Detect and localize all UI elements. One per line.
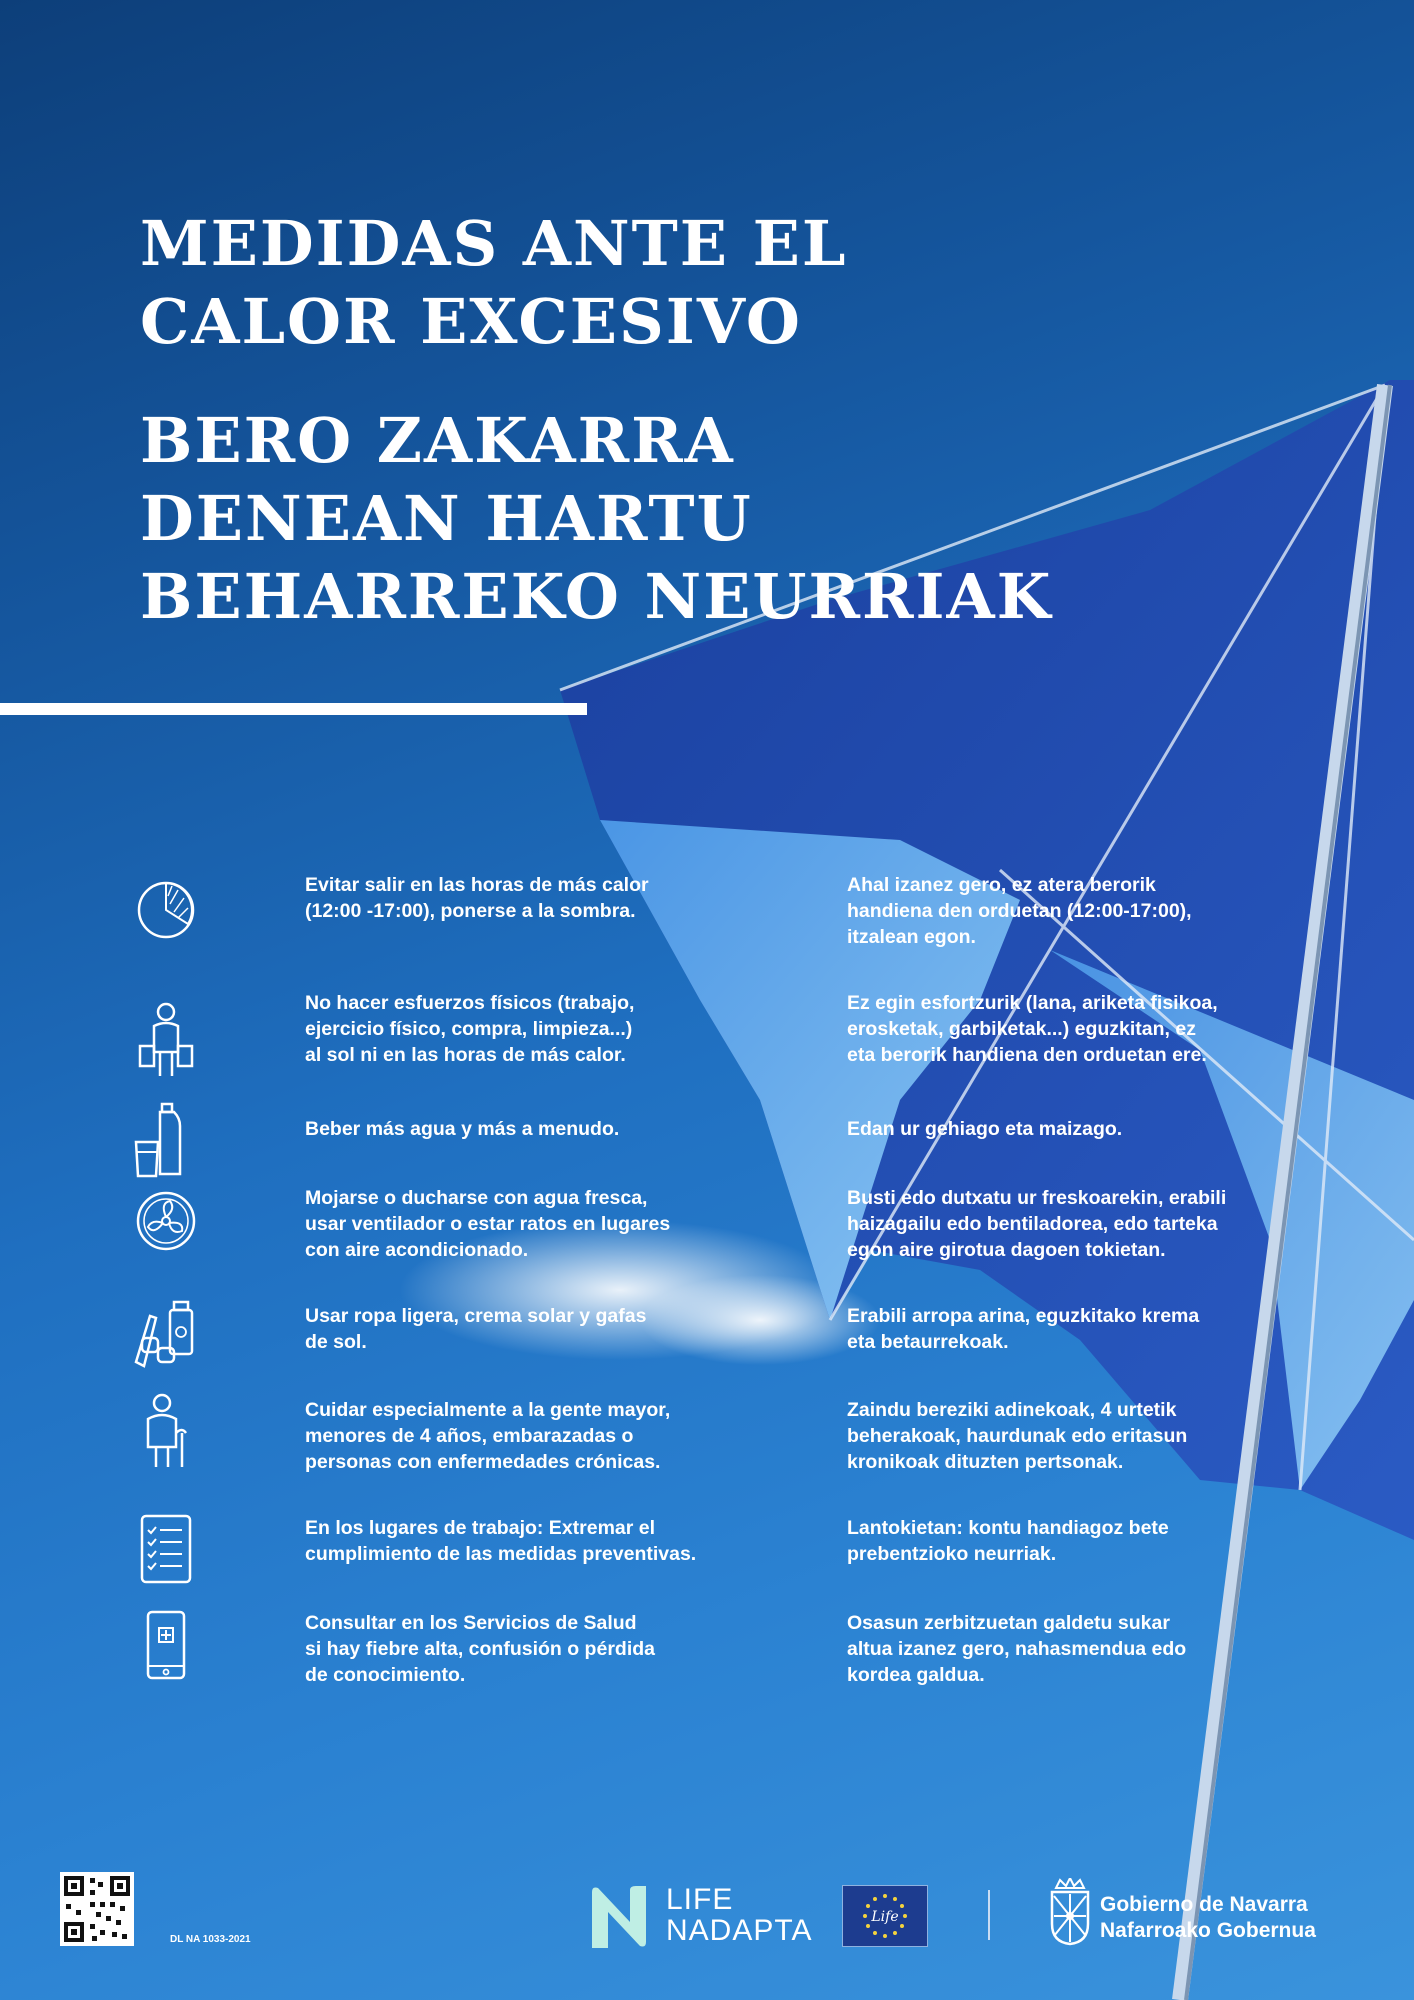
measure-text-eu: Zaindu bereziki adinekoak, 4 urtetik beherakoak, haurdunak edo eritasun kronikoak dituzten pertsonak. [847,1399,1188,1473]
measure-text-es: Cuidar especialmente a la gente mayor, menores de 4 años, embarazadas o personas con enfermedades crónicas. [305,1399,671,1473]
government-name: Gobierno de Navarra Nafarroako Gobernua [1100,1893,1316,1942]
eu-flag-text: Life [871,1909,899,1925]
footer [0,1860,1414,2000]
measure-text-eu: Busti edo dutxatu ur freskoarekin, erabili haizagailu edo bentiladorea, edo tarteka egon aire girotua dagoen tokietan. [847,1187,1227,1261]
water-bottle-glass-icon [130,1102,202,1178]
measure-text-es: Beber más agua y más a menudo. [305,1118,620,1140]
person-carrying-bags-icon [130,1002,202,1078]
measure-text-eu: Osasun zerbitzuetan galdetu sukar altua izanez gero, nahasmendua edo kordea galdua. [847,1612,1187,1686]
eu-life-flag [842,1885,928,1947]
elderly-person-icon [130,1393,202,1469]
title-spanish: MEDIDAS ANTE EL CALOR EXCESIVO [140,207,848,358]
footer-separator [988,1890,990,1940]
measure-text-es: Evitar salir en las horas de más calor (12:00 -17:00), ponerse a la sombra. [305,874,649,922]
measure-text-es: Usar ropa ligera, crema solar y gafas de sol. [305,1305,647,1353]
life-nadapta-text: LIFE NADAPTA [666,1883,813,1947]
qr-code[interactable] [60,1872,134,1946]
sunglasses-sunscreen-icon [130,1296,202,1372]
measure-text-eu: Edan ur gehiago eta maizago. [847,1118,1123,1140]
checklist-icon [130,1512,202,1588]
measure-text-eu: Erabili arropa arina, eguzkitako krema eta betaurrekoak. [847,1305,1200,1353]
measure-text-es: No hacer esfuerzos físicos (trabajo, ejercicio físico, compra, limpieza...) al sol ni en las horas de más calor. [305,992,635,1066]
measure-text-es: En los lugares de trabajo: Extremar el cumplimiento de las medidas preventivas. [305,1517,697,1565]
phone-medical-icon [130,1608,202,1684]
title-basque: BERO ZAKARRA DENEAN HARTU BEHARREKO NEURRIAK [140,404,1053,633]
measure-text-es: Mojarse o ducharse con agua fresca, usar ventilador o estar ratos en lugares con aire acondicionado. [305,1187,671,1261]
measure-text-es: Consultar en los Servicios de Salud si hay fiebre alta, confusión o pérdida de conocimiento. [305,1612,655,1686]
life-nadapta-logo [588,1882,813,1952]
clock-icon [130,872,202,948]
fan-icon [130,1183,202,1259]
navarra-coat-of-arms-icon [1048,1878,1092,1946]
measure-text-eu: Ahal izanez gero, ez atera berorik handiena den orduetan (12:00-17:00), itzalean egon. [847,874,1192,948]
title-divider [0,703,587,715]
legal-deposit: DL NA 1033-2021 [170,1934,251,1945]
measure-text-eu: Lantokietan: kontu handiagoz bete prebentzioko neurriak. [847,1517,1169,1565]
measure-text-eu: Ez egin esfortzurik (lana, ariketa fisikoa, erosketak, garbiketak...) eguzkitan, ez eta berorik handiena den orduetan ere. [847,992,1218,1066]
life-n-logo-icon [588,1882,652,1952]
